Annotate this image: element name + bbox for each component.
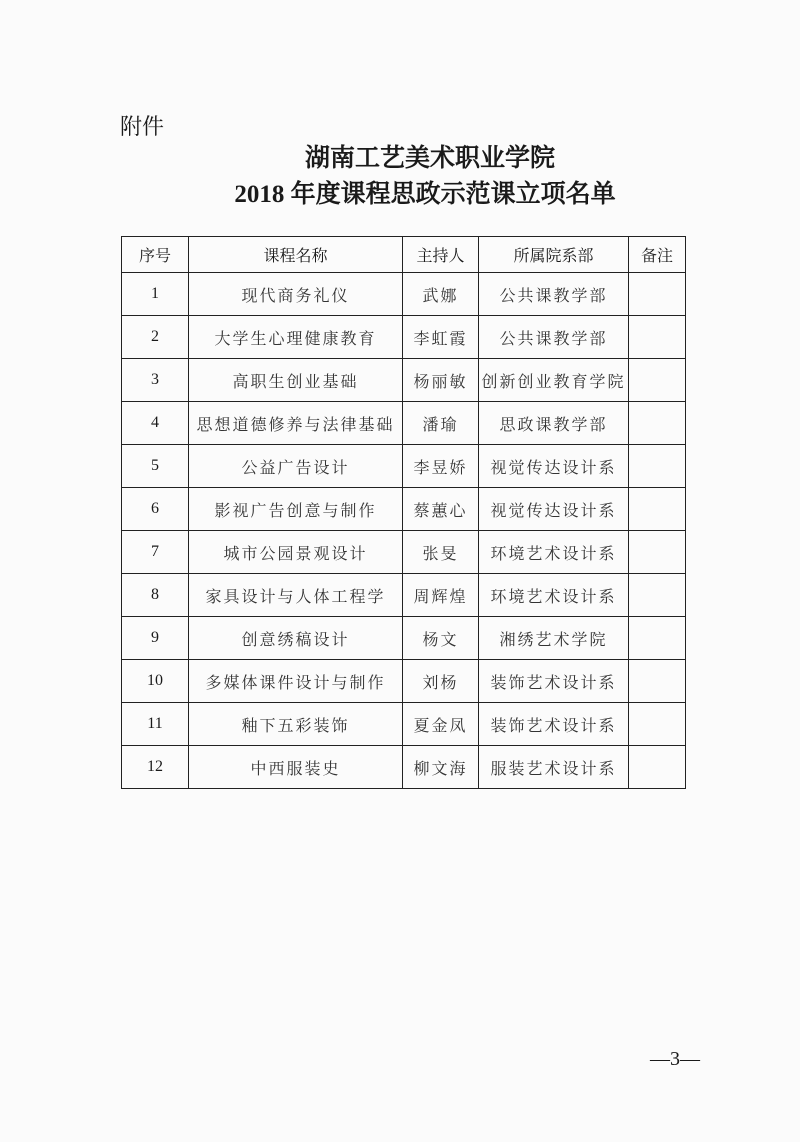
cell-host: 杨丽敏 <box>403 359 479 402</box>
cell-notes <box>629 488 686 531</box>
cell-course: 高职生创业基础 <box>189 359 403 402</box>
project-list-table <box>121 236 686 789</box>
cell-course: 思想道德修养与法律基础 <box>189 402 403 445</box>
cell-index: 4 <box>122 402 189 445</box>
table-row <box>122 574 686 617</box>
cell-index: 1 <box>122 273 189 316</box>
attachment-label: 附件 <box>120 115 165 140</box>
cell-host: 周辉煌 <box>403 574 479 617</box>
cell-department: 公共课教学部 <box>479 316 629 359</box>
cell-course: 中西服装史 <box>189 746 403 789</box>
cell-notes <box>629 316 686 359</box>
cell-index: 3 <box>122 359 189 402</box>
header-notes: 备注 <box>629 237 686 273</box>
cell-course: 影视广告创意与制作 <box>189 488 403 531</box>
table-row <box>122 617 686 660</box>
table-row <box>122 746 686 789</box>
cell-notes <box>629 445 686 488</box>
table-row <box>122 359 686 402</box>
table-header-row <box>122 237 686 273</box>
cell-host: 潘瑜 <box>403 402 479 445</box>
cell-index: 11 <box>122 703 189 746</box>
cell-index: 7 <box>122 531 189 574</box>
cell-notes <box>629 574 686 617</box>
cell-notes <box>629 617 686 660</box>
cell-notes <box>629 273 686 316</box>
cell-department: 思政课教学部 <box>479 402 629 445</box>
cell-department: 湘绣艺术学院 <box>479 617 629 660</box>
cell-host: 李虹霞 <box>403 316 479 359</box>
header-course: 课程名称 <box>189 237 403 273</box>
document-title: 湖南工艺美术职业学院 <box>304 145 555 172</box>
cell-index: 6 <box>122 488 189 531</box>
cell-host: 柳文海 <box>403 746 479 789</box>
cell-index: 8 <box>122 574 189 617</box>
cell-department: 创新创业教育学院 <box>479 359 629 402</box>
cell-course: 家具设计与人体工程学 <box>189 574 403 617</box>
header-index: 序号 <box>122 237 189 273</box>
cell-host: 夏金凤 <box>403 703 479 746</box>
cell-course: 多媒体课件设计与制作 <box>189 660 403 703</box>
cell-host: 杨文 <box>403 617 479 660</box>
cell-department: 公共课教学部 <box>479 273 629 316</box>
cell-index: 12 <box>122 746 189 789</box>
cell-index: 10 <box>122 660 189 703</box>
cell-department: 装饰艺术设计系 <box>479 703 629 746</box>
cell-course: 现代商务礼仪 <box>189 273 403 316</box>
table-row <box>122 445 686 488</box>
table-row <box>122 703 686 746</box>
cell-department: 环境艺术设计系 <box>479 574 629 617</box>
cell-notes <box>629 531 686 574</box>
cell-department: 视觉传达设计系 <box>479 488 629 531</box>
cell-host: 李昱娇 <box>403 445 479 488</box>
table-row <box>122 531 686 574</box>
table-row <box>122 273 686 316</box>
cell-index: 2 <box>122 316 189 359</box>
cell-course: 城市公园景观设计 <box>189 531 403 574</box>
header-department: 所属院系部 <box>479 237 629 273</box>
cell-host: 张旻 <box>403 531 479 574</box>
table-row <box>122 488 686 531</box>
cell-host: 蔡蕙心 <box>403 488 479 531</box>
table-row <box>122 402 686 445</box>
table-row <box>122 316 686 359</box>
cell-notes <box>629 746 686 789</box>
cell-host: 武娜 <box>403 273 479 316</box>
document-subtitle: 2018 年度课程思政示范课立项名单 <box>234 181 616 208</box>
cell-notes <box>629 703 686 746</box>
cell-course: 公益广告设计 <box>189 445 403 488</box>
page-number: —3— <box>650 1048 700 1070</box>
cell-department: 装饰艺术设计系 <box>479 660 629 703</box>
header-host: 主持人 <box>403 237 479 273</box>
cell-department: 视觉传达设计系 <box>479 445 629 488</box>
cell-course: 釉下五彩装饰 <box>189 703 403 746</box>
cell-notes <box>629 402 686 445</box>
cell-department: 环境艺术设计系 <box>479 531 629 574</box>
cell-course: 创意绣稿设计 <box>189 617 403 660</box>
table-row <box>122 660 686 703</box>
cell-notes <box>629 359 686 402</box>
cell-host: 刘杨 <box>403 660 479 703</box>
cell-notes <box>629 660 686 703</box>
cell-index: 9 <box>122 617 189 660</box>
cell-index: 5 <box>122 445 189 488</box>
cell-department: 服装艺术设计系 <box>479 746 629 789</box>
cell-course: 大学生心理健康教育 <box>189 316 403 359</box>
